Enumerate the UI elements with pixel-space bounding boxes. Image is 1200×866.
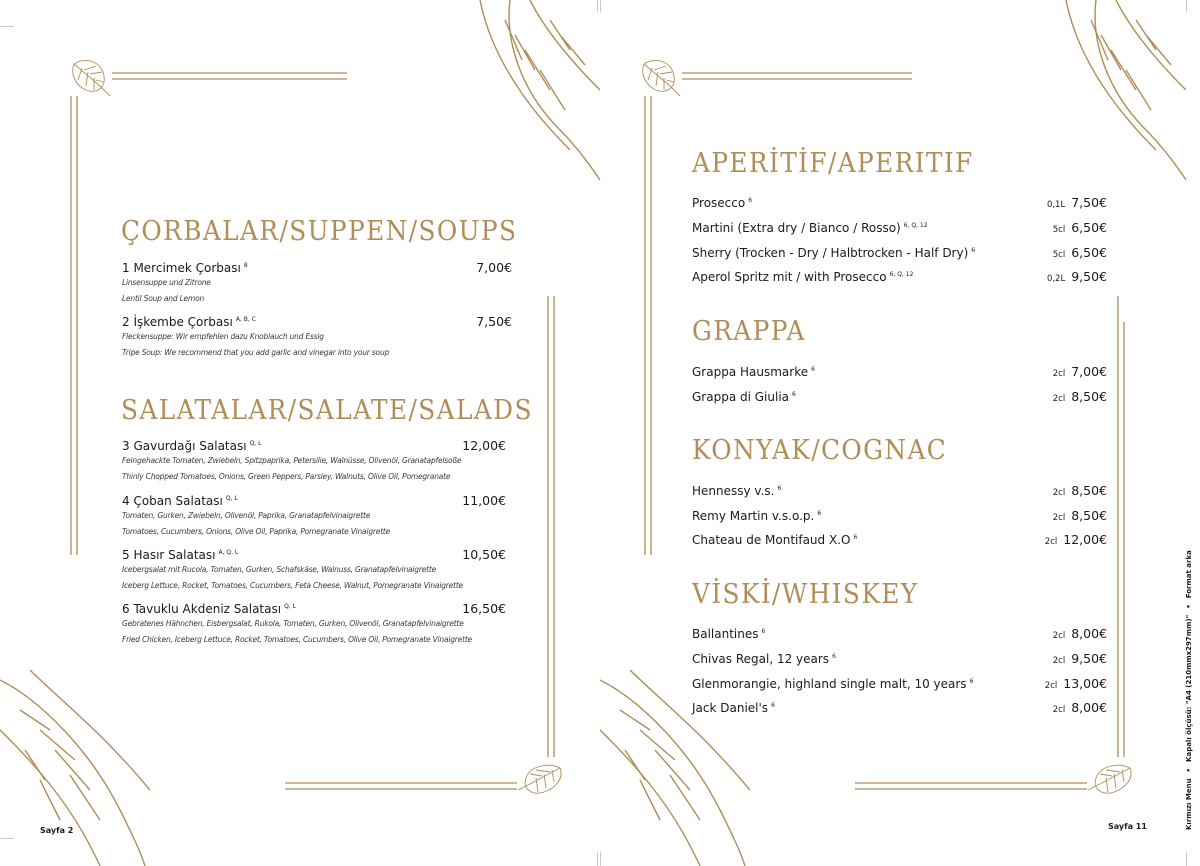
item-price: 7,50€ [476, 314, 512, 329]
drink-price: 13,00€ [1063, 676, 1107, 691]
drink-item [692, 626, 1107, 641]
allergen-codes: Q, L [249, 440, 262, 447]
drink-quantity: 5cl [1052, 225, 1066, 235]
drink-item [692, 483, 1107, 498]
allergen-codes: 6 [969, 678, 974, 685]
page-number: Sayfa 2 [40, 826, 74, 835]
drink-price: 8,50€ [1071, 389, 1107, 404]
allergen-codes: 6 [811, 366, 815, 373]
drink-price: 8,50€ [1071, 483, 1107, 498]
drink-price: 7,00€ [1071, 364, 1107, 379]
drink-name: Chateau de Montifaud X.O [692, 533, 851, 547]
drink-price: 12,00€ [1063, 532, 1107, 547]
allergen-codes: 6 [832, 653, 836, 660]
menu-item [122, 547, 506, 594]
drink-name: Glenmorangie, highland single malt, 10 years [692, 677, 967, 691]
drink-quantity: 2cl [1052, 394, 1066, 404]
drink-price: 6,50€ [1071, 220, 1107, 235]
leaf-ornament-icon [0, 670, 150, 866]
menu-page-right [600, 0, 1200, 866]
crop-mark-icon [597, 852, 598, 866]
crop-mark-icon [600, 0, 601, 12]
drink-price: 7,50€ [1071, 195, 1107, 210]
item-description-de: Fleckensuppe: Wir empfehlen dazu Knoblauch und Essig [122, 332, 324, 341]
print-info-size: Kapalı ölçüsü: "A4 (210mmx297mm)" [1185, 614, 1193, 762]
drink-quantity: 2cl [1044, 537, 1058, 547]
drink-name: Prosecco [692, 196, 746, 210]
drink-price: 8,50€ [1071, 508, 1107, 523]
drink-item [692, 532, 1107, 547]
allergen-codes: 6 [853, 534, 858, 541]
allergen-codes: 6 [971, 247, 976, 254]
item-description-en: Tripe Soup: We recommend that you add garlic and vinegar into your soup [122, 348, 390, 357]
drink-name: Aperol Spritz mit / with Prosecco [692, 270, 887, 284]
page-number: Sayfa 11 [1108, 822, 1147, 831]
allergen-codes: Q, L [284, 603, 296, 610]
leaf-ornament-icon [1036, 0, 1186, 185]
drink-quantity: 0,2L [1046, 274, 1066, 284]
item-name: 1 Mercimek Çorbası [122, 261, 241, 275]
item-price: 16,50€ [462, 601, 506, 616]
drink-item [692, 364, 1107, 379]
menu-item [122, 260, 512, 307]
drink-quantity: 2cl [1052, 656, 1066, 666]
item-name: 2 İşkembe Çorbası [122, 315, 233, 329]
print-info [1185, 550, 1193, 830]
drink-name: Ballantines [692, 627, 759, 641]
drink-quantity: 2cl [1052, 631, 1066, 641]
menu-item [122, 493, 506, 540]
allergen-codes: 6 [748, 197, 753, 204]
item-price: 11,00€ [462, 493, 506, 508]
allergen-codes: 6 [792, 391, 796, 398]
drink-price: 9,50€ [1071, 651, 1107, 666]
item-description-en: Iceberg Lettuce, Rocket, Tomatoes, Cucumbers, Feta Cheese, Walnut, Pomegranate Vinaigrette [122, 581, 463, 590]
drink-price: 8,00€ [1071, 626, 1107, 641]
drink-name: Chivas Regal, 12 years [692, 652, 830, 666]
print-info-menu: Kırmızı Menu [1185, 778, 1193, 830]
drink-quantity: 2cl [1044, 681, 1058, 691]
drink-item [692, 245, 1107, 260]
allergen-codes: 6, Q, 12 [889, 271, 914, 278]
allergen-codes: 8 [243, 262, 248, 269]
leaf-ornament-icon [1086, 760, 1136, 800]
section-title-salads: SALATALAR/SALATE/SALADS [121, 395, 533, 426]
drink-name: Sherry (Trocken - Dry / Halbtrocken - Half Dry) [692, 246, 969, 260]
section-title-cognac: KONYAK/COGNAC [692, 435, 948, 466]
drink-item [692, 389, 1107, 404]
allergen-codes: 6 [777, 485, 782, 492]
menu-item [122, 601, 506, 648]
crop-mark-icon [600, 852, 601, 866]
drink-name: Hennessy v.s. [692, 484, 775, 498]
print-info-format: Format arka [1185, 550, 1193, 599]
drink-quantity: 0,1L [1046, 200, 1066, 210]
drink-price: 8,00€ [1071, 700, 1107, 715]
section-title-whiskey: VİSKİ/WHISKEY [692, 579, 919, 610]
drink-quantity: 2cl [1052, 705, 1066, 715]
allergen-codes: 6 [761, 628, 766, 635]
section-title-aperitif: APERİTİF/APERITIF [692, 148, 974, 179]
crop-mark-icon [1186, 852, 1187, 866]
print-info-separator: • [1185, 767, 1193, 773]
item-price: 12,00€ [462, 438, 506, 453]
drink-quantity: 5cl [1052, 250, 1066, 260]
item-price: 7,00€ [476, 260, 512, 275]
crop-mark-icon [597, 0, 598, 12]
drink-price: 9,50€ [1071, 269, 1107, 284]
leaf-ornament-icon [516, 760, 566, 800]
crop-mark-icon [0, 838, 14, 839]
allergen-codes: 6 [817, 510, 822, 517]
frame-border [600, 0, 1200, 866]
item-name: 6 Tavuklu Akdeniz Salatası [122, 602, 282, 616]
drink-item [692, 651, 1107, 666]
leaf-ornament-icon [450, 0, 600, 185]
drink-quantity: 2cl [1052, 488, 1066, 498]
item-description-de: Feingehackte Tomaten, Zwiebeln, Spitzpaprika, Petersilie, Walnüsse, Olivenöl, Granatapfelsoße [122, 456, 462, 465]
drink-quantity: 2cl [1052, 369, 1066, 379]
item-name: 3 Gavurdağı Salatası [122, 439, 247, 453]
section-title-soups: ÇORBALAR/SUPPEN/SOUPS [121, 216, 518, 247]
crop-mark-icon [0, 26, 14, 27]
item-description-en: Thinly Chopped Tomatoes, Onions, Green Peppers, Parsley, Walnuts, Olive Oil, Pomegranate [122, 472, 451, 481]
print-info-separator: • [1185, 604, 1193, 609]
item-description-de: Tomaten, Gurken, Zwiebeln, Olivenöl, Paprika, Granatapfelvinaigrette [122, 511, 371, 520]
item-description-de: Gebratenes Hähnchen, Eisbergsalat, Rukola, Tomaten, Gurken, Olivenöl, Granatapfelvinaigrette [122, 619, 464, 628]
drink-item [692, 700, 1107, 715]
menu-item [122, 314, 512, 361]
drink-item [692, 269, 1107, 284]
item-description-en: Fried Chicken, Iceberg Lettuce, Rocket, Tomatoes, Cucumbers, Olive Oil, Pomegranate Vinaigrette [122, 635, 472, 644]
item-description-en: Lentil Soup and Lemon [122, 294, 205, 303]
crop-mark-icon [1186, 0, 1187, 12]
item-price: 10,50€ [462, 547, 506, 562]
item-description-de: Icebergsalat mit Rucola, Tomaten, Gurken, Schafskäse, Walnuss, Granatapfelvinaigrette [122, 565, 437, 574]
drink-item [692, 220, 1107, 235]
drink-name: Jack Daniel's [692, 701, 769, 715]
allergen-codes: A, Q, L [218, 549, 239, 556]
item-description-de: Linsensuppe und Zitrone [122, 278, 211, 287]
allergen-codes: Q, L [225, 495, 238, 502]
drink-name: Grappa di Giulia [692, 390, 790, 404]
drink-name: Martini (Extra dry / Bianco / Rosso) [692, 221, 901, 235]
allergen-codes: 6 [771, 702, 775, 709]
drink-item [692, 508, 1107, 523]
menu-item [122, 438, 506, 485]
section-title-grappa: GRAPPA [692, 316, 806, 347]
drink-item [692, 195, 1107, 210]
allergen-codes: A, B, C [235, 316, 256, 323]
item-description-en: Tomatoes, Cucumbers, Onions, Olive Oil, Paprika, Pomegranate Vinaigrette [122, 527, 391, 536]
leaf-ornament-icon [638, 54, 684, 100]
drink-item [692, 676, 1107, 691]
drink-name: Grappa Hausmarke [692, 365, 809, 379]
allergen-codes: 6, Q, 12 [903, 222, 928, 229]
drink-name: Remy Martin v.s.o.p. [692, 509, 815, 523]
item-name: 5 Hasır Salatası [122, 548, 216, 562]
drink-price: 6,50€ [1071, 245, 1107, 260]
item-name: 4 Çoban Salatası [122, 494, 223, 508]
leaf-ornament-icon [68, 54, 114, 100]
drink-quantity: 2cl [1052, 513, 1066, 523]
